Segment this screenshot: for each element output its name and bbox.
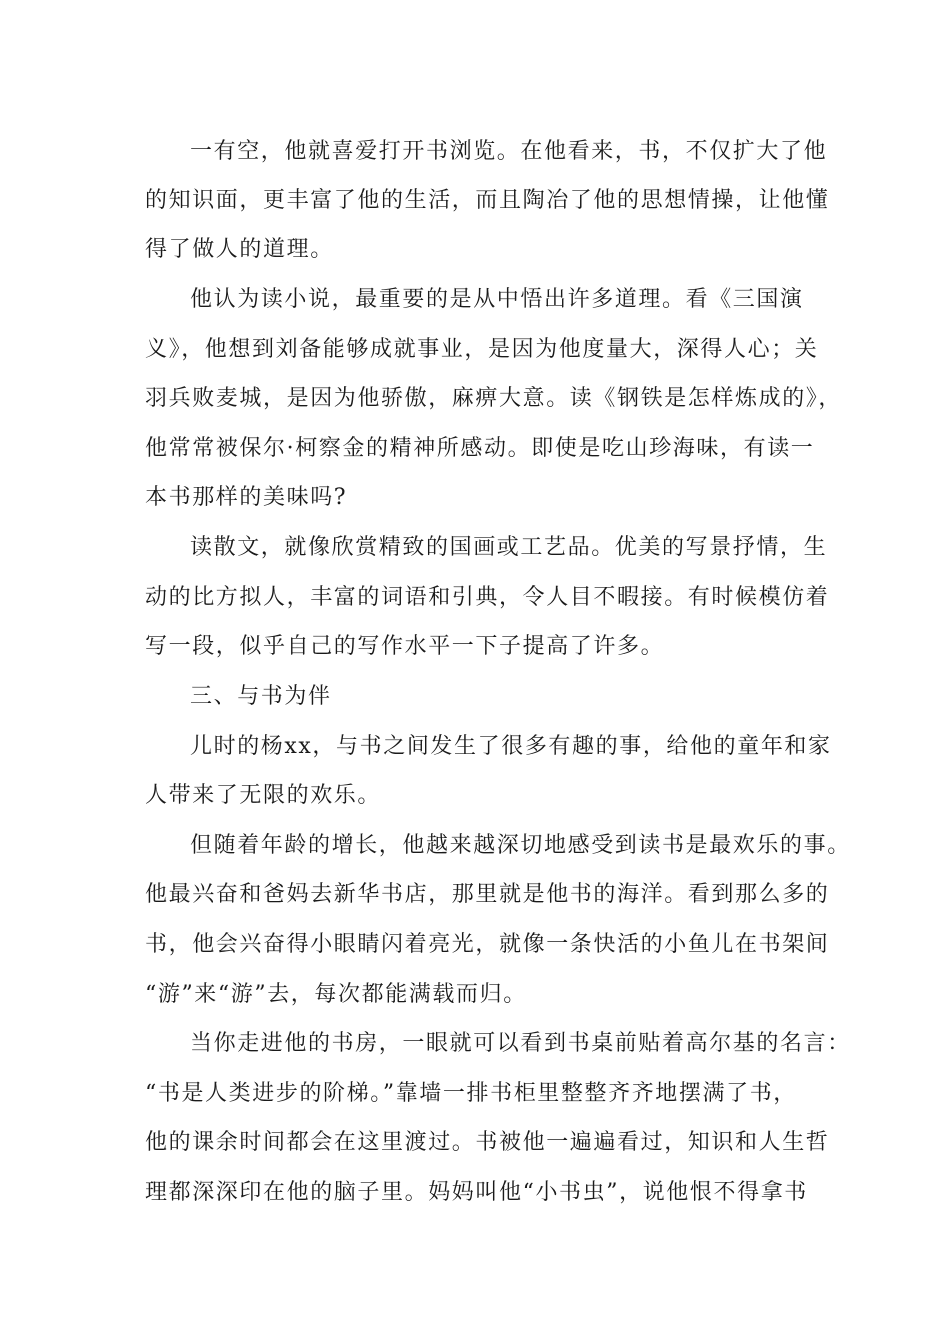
paragraph-2-line-3: 羽兵败麦城，是因为他骄傲，麻痹大意。读《钢铁是怎样炼成的》， (145, 386, 843, 411)
paragraph-2-line-4: 他常常被保尔·柯察金的精神所感动。即使是吃山珍海味，有读一 (145, 436, 815, 461)
paragraph-6-line-4: 理都深深印在他的脑子里。妈妈叫他“小书虫”，说他恨不得拿书 (145, 1180, 808, 1205)
paragraph-3-line-1: 读散文，就像欣赏精致的国画或工艺品。优美的写景抒情，生 (190, 535, 828, 560)
paragraph-1-line-1: 一有空，他就喜爱打开书浏览。在他看来，书，不仅扩大了他 (190, 139, 828, 164)
paragraph-4-line-1: 儿时的杨xx，与书之间发生了很多有趣的事，给他的童年和家 (190, 734, 832, 759)
paragraph-6-line-2: “书是人类进步的阶梯。”靠墙一排书柜里整整齐齐地摆满了书， (145, 1081, 797, 1106)
paragraph-5-line-1: 但随着年龄的增长，他越来越深切地感受到读书是最欢乐的事。 (190, 833, 851, 858)
paragraph-4-line-2: 人带来了无限的欢乐。 (145, 783, 382, 808)
paragraph-3-line-3: 写一段，似乎自己的写作水平一下子提高了许多。 (145, 634, 665, 659)
paragraph-5-line-2: 他最兴奋和爸妈去新华书店，那里就是他书的海洋。看到那么多的 (145, 882, 830, 907)
paragraph-6-line-3: 他的课余时间都会在这里渡过。书被他一遍遍看过，知识和人生哲 (145, 1130, 830, 1155)
paragraph-2-line-2: 义》，他想到刘备能够成就事业，是因为他度量大，深得人心；关 (145, 337, 819, 362)
paragraph-6-line-1: 当你走进他的书房，一眼就可以看到书桌前贴着高尔基的名言： (190, 1031, 851, 1056)
paragraph-5-line-3: 书，他会兴奋得小眼睛闪着亮光，就像一条快活的小鱼儿在书架间 (145, 932, 830, 957)
paragraph-1-line-3: 得了做人的道理。 (145, 237, 334, 262)
paragraph-2-line-5: 本书那样的美味吗? (145, 485, 348, 510)
paragraph-1-line-2: 的知识面，更丰富了他的生活，而且陶冶了他的思想情操，让他懂 (145, 188, 830, 213)
paragraph-2-line-1: 他认为读小说，最重要的是从中悟出许多道理。看《三国演 (190, 287, 804, 312)
paragraph-5-line-4: “游”来“游”去，每次都能满载而归。 (145, 982, 527, 1007)
paragraph-3-line-2: 动的比方拟人，丰富的词语和引典，令人目不暇接。有时候模仿着 (145, 585, 830, 610)
section-heading: 三、与书为伴 (190, 684, 332, 709)
